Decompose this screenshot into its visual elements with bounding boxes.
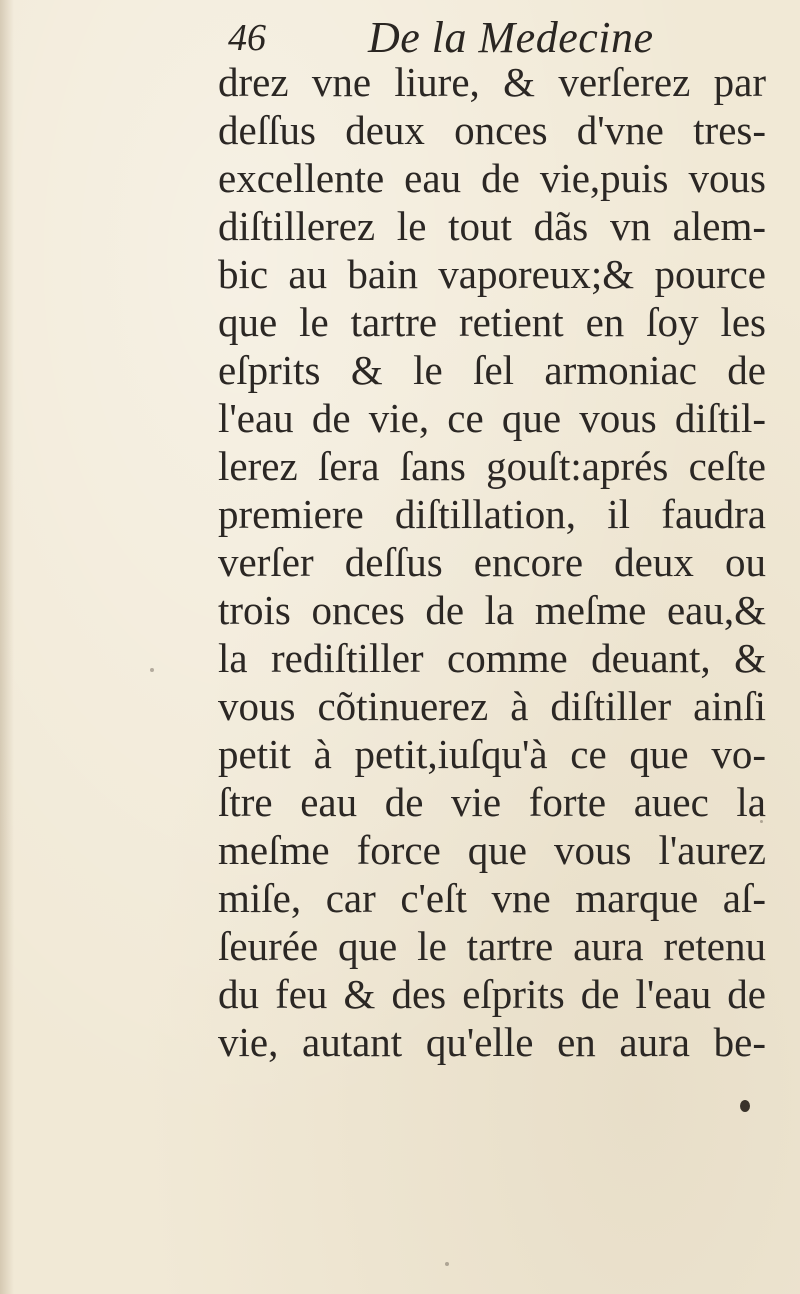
text-line: premiere diſtillation, il faudra <box>218 491 766 537</box>
paper-speck <box>150 668 154 672</box>
page-header <box>228 6 688 66</box>
text-line: que le tartre retient en ſoy les <box>218 299 766 345</box>
text-line: drez vne liure, & verſerez par <box>218 59 766 105</box>
body-text <box>218 58 778 1066</box>
text-line: bic au bain vaporeux;& pource <box>218 251 766 297</box>
text-line: du feu & des eſprits de l'eau de <box>218 971 766 1017</box>
text-line: excellente eau de vie,puis vous <box>218 155 766 201</box>
text-line: diſtillerez le tout dãs vn alem- <box>218 203 766 249</box>
page-number: 46 <box>228 17 266 59</box>
text-line: trois onces de la meſme eau,& <box>218 587 766 633</box>
text-line: petit à petit,iuſqu'à ce que vo- <box>218 731 766 777</box>
text-line: deſſus deux onces d'vne tres- <box>218 107 766 153</box>
running-title: De la Medecine <box>368 13 654 62</box>
text-line: vie, autant qu'elle en aura be- <box>218 1019 766 1065</box>
page-gutter-shadow <box>0 0 14 1294</box>
text-line: miſe, car c'eſt vne marque aſ- <box>218 875 766 921</box>
text-line: lerez ſera ſans gouſt:aprés ceſte <box>218 443 766 489</box>
text-line: verſer deſſus encore deux ou <box>218 539 766 585</box>
text-line: vous cõtinuerez à diſtiller ainſi <box>218 683 766 729</box>
text-line: meſme force que vous l'aurez <box>218 827 766 873</box>
text-line: eſprits & le ſel armoniac de <box>218 347 766 393</box>
text-line: ſtre eau de vie forte auec la <box>218 779 766 825</box>
paper-speck <box>760 820 763 823</box>
text-line: l'eau de vie, ce que vous diſtil- <box>218 395 766 441</box>
text-line: la rediſtiller comme deuant, & <box>218 635 766 681</box>
paper-speck <box>445 1262 449 1266</box>
text-line: ſeurée que le tartre aura retenu <box>218 923 766 969</box>
ink-mark <box>740 1100 750 1112</box>
